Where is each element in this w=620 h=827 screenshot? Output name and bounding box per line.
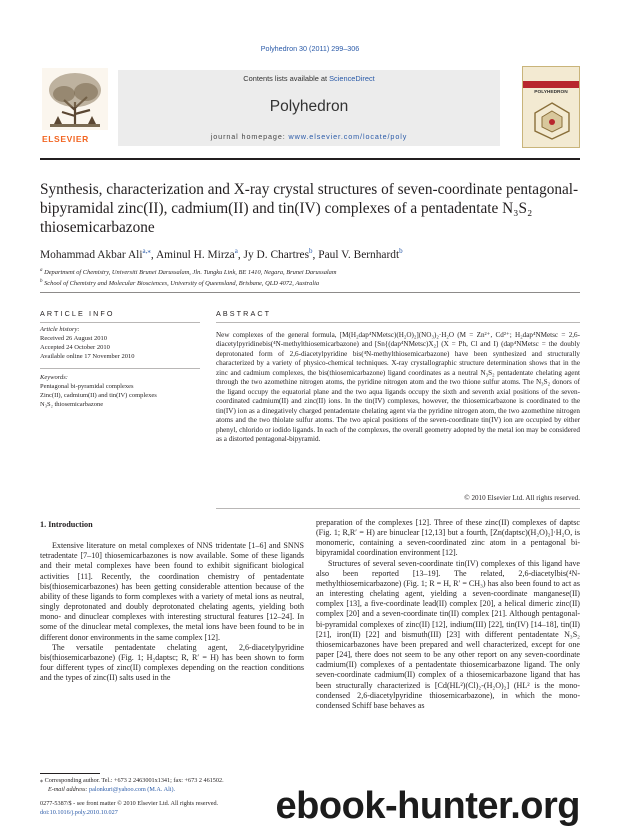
- abstract-body: [216, 331, 580, 444]
- body-paragraph: preparation of the complexes [12]. Three of these zinc(II) complexes of daptsc (Fig. 1; R,R′ = H) are binuclear [12,13] but a fourth, [Zn(daptsc)(H₂O)₂]·H₂O, is monomeric, containing a seven-coordinated zinc atom in a pentagonal bi-bipyramidal coordination environment [12].: [316, 518, 580, 558]
- email-link[interactable]: palonkuri@yahoo.com (M.A. Ali).: [89, 785, 176, 793]
- journal-masthead: [40, 66, 580, 152]
- author-affiliation-mark[interactable]: a: [234, 247, 238, 255]
- homepage-link[interactable]: www.elsevier.com/locate/poly: [288, 132, 408, 141]
- journal-cover-thumbnail: [522, 66, 580, 148]
- affiliations: [40, 266, 580, 288]
- author-name[interactable]: Mohammad Akbar Ali: [40, 248, 143, 261]
- section-heading: 1. Introduction: [40, 520, 93, 529]
- author-name[interactable]: Aminul H. Mirza: [155, 248, 235, 261]
- keywords: [40, 373, 200, 409]
- info-divider: [40, 368, 200, 369]
- body-paragraph: The versatile pentadentate chelating agent, 2,6-diacetylpyridine bis(thiosemicarbazone) (Fig. 1; H₂daptsc; R, R′ = H) has been shown to form four different types of zinc(II) complexes depending on the reaction conditions and the types of zinc(II) salts used in the: [40, 642, 304, 683]
- author-name[interactable]: Paul V. Bernhardt: [318, 248, 400, 261]
- doi-link[interactable]: doi:10.1016/j.poly.2010.10.027: [40, 808, 118, 816]
- journal-citation[interactable]: Polyhedron 30 (2011) 299–306: [260, 44, 360, 53]
- keyword: Pentagonal bi-pyramidal complexes: [40, 383, 134, 390]
- article-title: Synthesis, characterization and X-ray crystal structures of seven-coordinate pentagonal-bipyramidal zinc(II), cadmium(II) and tin(IV) complexes of a pentadentate N₃S₂ thiosemicarbazone: [40, 181, 579, 236]
- keyword: N₃S₂ thiosemicarbazone: [40, 401, 104, 408]
- abstract-heading: ABSTRACT: [216, 309, 272, 318]
- history-received: Received 26 August 2010: [40, 335, 107, 342]
- masthead-divider: [40, 158, 580, 160]
- keyword: Zinc(II), cadmium(II) and tin(IV) complexes: [40, 392, 157, 399]
- author-list: Mohammad Akbar Ali$^{a,⁎}$, Aminul H. Mirza$^a$, Jy D. Chartres$^b$, Paul V. Bernhardt$^b$: [40, 247, 403, 261]
- contents-line: [118, 74, 500, 83]
- cover-art-icon: [531, 101, 573, 141]
- footnote-text: Corresponding author. Tel.: +673 2 2463001x1341; fax: +673 2 461502.: [44, 777, 224, 784]
- watermark-text: ebook-hunter.org: [275, 785, 580, 827]
- copyright-notice: © 2010 Elsevier Ltd. All rights reserved.: [464, 494, 580, 502]
- history-online: Available online 17 November 2010: [40, 353, 135, 360]
- history-label: Article history:: [40, 326, 80, 333]
- homepage-prefix: journal homepage:: [210, 132, 289, 141]
- article-history: [40, 325, 200, 361]
- header-divider: [40, 292, 580, 293]
- body-paragraph: Structures of several seven-coordinate tin(IV) complexes of this ligand have also been reported [13–19]. The related, 2,6-diacetylbis(⁴N-methylthiosemicarbazone) (Fig. 1; R = H, R′ = CH₃) has also been found to act as an interesting chelating agent, yielding a seven-coordinate manganese(II) complex [13], a five-coordinate lead(II) complex [20], a helical dimeric zinc(II) complex [20] and a seven-coordinate tin(II) complex [21]. Although pentagonal-bi-pyramidal complexes of zinc(II) [12], indium(III) [22], tin(IV) [14–18], tin(II) [21], iron(II) [22] and bismuth(III) [23] with different pentadentate N₃S₂ thiosemicarbazones have been prepared and well characterized, except for one paper [24], there does not seem to be any other report on any seven-coordinate cadmium(II) complexes of a pentadentate thiosemicarbazone ligand. The only seven-coordinate cadmium(II) complex of a thiosemicarbazone ligand that has been structurally characterized is [Cd(HL²)(Cl)₂-(H₂O)₂] (HL² is the mono-condensed 2,6-diacetylpyridine thiosemicarbazone), in which the mono-condensed Schiff base behaves as: [316, 558, 580, 710]
- author-affiliation-mark[interactable]: b: [399, 247, 403, 255]
- author-affiliation-mark[interactable]: a,⁎: [142, 247, 151, 255]
- masthead-banner: [118, 70, 500, 146]
- abstract-bottom-divider: [216, 508, 580, 509]
- homepage-line: [118, 132, 500, 141]
- email-label: E-mail address:: [48, 785, 88, 793]
- footnote-divider: [40, 773, 100, 774]
- history-accepted: Accepted 24 October 2010: [40, 344, 110, 351]
- journal-name: Polyhedron: [269, 98, 349, 115]
- affiliation: $^b$ School of Chemistry and Molecular Biosciences, University of Queensland, Brisbane, QLD 4072, Australia: [40, 279, 320, 288]
- footnote-mark: ⁎: [40, 777, 44, 784]
- abstract-text: New complexes of the general formula, [M(H₂dap⁴NMetsc)(H₂O)₂](NO₃)₂·H₂O (M = Zn²⁺, Cd²⁺; H₂dap⁴NMetsc = 2,6-diacetylpyridinebis(⁴N-methylthiosemicarbazone) and [Sn{(dap⁴NMetsc)X₂] (X = Ph, Cl and I) (dap⁴NMetsc = the doubly deprotonated form of 2,6-diacetylpyridine bis(⁴N-methylthiosemicarbazone) have been synthesized and structurally characterized by a variety of physico-chemical techniques. X-ray crystallographic structure determination shows that in the zinc and cadmium complexes, the bis(thiosemicarbazone) ligand coordinates as a neutral N₃S₂ pentadentate chelating agent through the two azomethine nitrogen atoms, the pyridine nitrogen atom and the two thione sulfur atoms. The N₃S₂ donors of the ligand occupy the equatorial plane and the two aqua ligands occupy the sixth and seventh axial positions of the seven-coordinated cadmium(II) and zinc(II) ions. In the tin(IV) complexes, however, the thiosemicarbazone is coordinated to the tin(IV) ion as a dinegatively charged pentadentate chelating agent via the pyridine nitrogen atom, the two azomethine nitrogen atoms and the two thiolate sulfur atoms. The two apical positions of the seven-coordinate tin(IV) ion are occupied by either phenyl, chlorido or iodido ligands. In each of the complexes, the overall geometry adopted by the metal ion may be considered as a distorted pentagonal-bipyramid.: [216, 331, 580, 443]
- body-column-left: [40, 518, 304, 683]
- sciencedirect-link[interactable]: ScienceDirect: [329, 74, 375, 83]
- author-name[interactable]: Jy D. Chartres: [243, 248, 310, 261]
- info-divider: [40, 322, 200, 323]
- keywords-label: Keywords:: [40, 374, 68, 381]
- elsevier-wordmark: ELSEVIER: [42, 134, 89, 144]
- body-column-right: [316, 518, 580, 711]
- contents-prefix: Contents lists available at: [243, 74, 330, 83]
- cover-band: [523, 81, 579, 88]
- abstract-top-divider: [216, 322, 580, 323]
- author-affiliation-mark[interactable]: b: [309, 247, 313, 255]
- issn-line: 0277-5387/$ - see front matter © 2010 Elsevier Ltd. All rights reserved.: [40, 800, 219, 807]
- affiliation: $^a$ Department of Chemistry, Universiti Brunei Darussalam, Jln. Tungku Link, BE 1410, Negara, Brunei Darussalam: [40, 268, 337, 277]
- cover-title: POLYHEDRON: [534, 90, 568, 95]
- body-paragraph: Extensive literature on metal complexes of NNS tridentate [1–6] and SNNS tetradentate [7–10] thiosemicarbazones is now available. Some of these ligands and their metal complexes have been found to exhibit significant biological activities [11]. Recently, the coordination chemistry of pentadentate bis(thiosemicarbazones) has been getting considerable attention because of the ability of these ligands to form complexes with a variety of metal ions as neutral, singly deprotonated and doubly deprotonated chelating agents, yielding both mono- and dinuclear complexes with interesting structural features [12–24]. In some of the dinuclear metal complexes, the metal ions have been found to be in different donor environments in the same complex [12].: [40, 541, 304, 642]
- article-info-heading: ARTICLE INFO: [40, 309, 115, 318]
